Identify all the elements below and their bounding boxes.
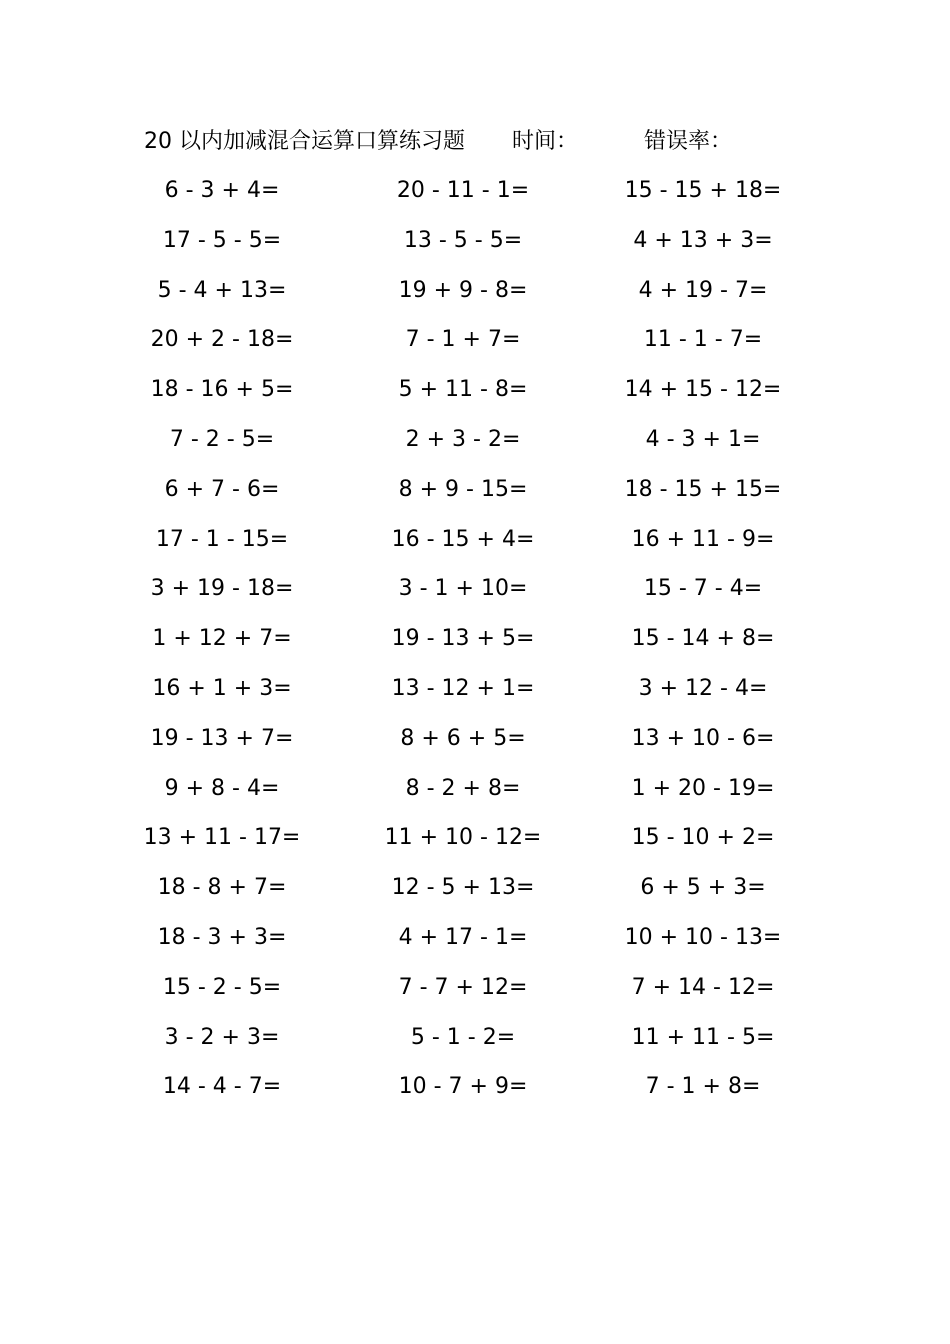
problem-row xyxy=(0,664,950,714)
math-problem: 17 - 1 - 15= xyxy=(155,526,289,552)
math-problem: 14 + 15 - 12= xyxy=(624,377,782,403)
problem-row xyxy=(0,863,950,913)
problem-row xyxy=(0,1062,950,1112)
problem-row xyxy=(0,963,950,1013)
math-problem: 13 - 12 + 1= xyxy=(391,675,535,701)
math-problem: 3 + 19 - 18= xyxy=(150,576,294,602)
math-problem: 17 - 5 - 5= xyxy=(162,227,282,253)
problem-row xyxy=(0,1013,950,1063)
problem-row xyxy=(0,315,950,365)
math-problem: 4 - 3 + 1= xyxy=(645,426,761,452)
problem-grid xyxy=(0,166,950,1112)
problem-row xyxy=(0,415,950,465)
math-problem: 13 - 5 - 5= xyxy=(403,227,523,253)
math-problem: 14 - 4 - 7= xyxy=(162,1074,282,1100)
math-problem: 10 - 7 + 9= xyxy=(398,1074,528,1100)
problem-row xyxy=(0,564,950,614)
math-problem: 5 - 4 + 13= xyxy=(157,277,287,303)
math-problem: 3 - 1 + 10= xyxy=(398,576,528,602)
math-problem: 16 - 15 + 4= xyxy=(391,526,535,552)
problem-row xyxy=(0,465,950,515)
math-problem: 18 - 8 + 7= xyxy=(157,875,287,901)
math-problem: 11 + 10 - 12= xyxy=(384,825,542,851)
math-problem: 1 + 12 + 7= xyxy=(152,626,292,652)
math-problem: 12 - 5 + 13= xyxy=(391,875,535,901)
math-problem: 19 - 13 + 5= xyxy=(391,626,535,652)
math-problem: 6 + 5 + 3= xyxy=(640,875,766,901)
problem-row xyxy=(0,515,950,565)
math-problem: 4 + 19 - 7= xyxy=(638,277,768,303)
math-problem: 3 + 12 - 4= xyxy=(638,675,768,701)
math-problem: 5 + 11 - 8= xyxy=(398,377,528,403)
math-problem: 15 - 15 + 18= xyxy=(624,178,782,203)
math-problem: 6 - 3 + 4= xyxy=(164,178,280,203)
math-problem: 7 - 1 + 7= xyxy=(405,327,521,353)
math-problem: 18 - 15 + 15= xyxy=(624,476,782,502)
math-problem: 18 - 3 + 3= xyxy=(157,924,287,950)
time-label: 时间： xyxy=(512,129,579,154)
math-problem: 20 + 2 - 18= xyxy=(150,327,294,353)
worksheet-title: 20 以内加减混合运算口算练习题 xyxy=(144,129,465,154)
math-problem: 18 - 16 + 5= xyxy=(150,377,294,403)
math-problem: 7 - 7 + 12= xyxy=(398,974,528,1000)
math-problem: 16 + 11 - 9= xyxy=(631,526,775,552)
problem-row xyxy=(0,166,950,216)
problem-row xyxy=(0,813,950,863)
problem-row xyxy=(0,614,950,664)
math-problem: 11 + 11 - 5= xyxy=(631,1024,775,1050)
math-problem: 15 - 7 - 4= xyxy=(643,576,763,602)
math-problem: 4 + 13 + 3= xyxy=(633,227,773,253)
math-problem: 20 - 11 - 1= xyxy=(396,178,530,203)
math-problem: 13 + 10 - 6= xyxy=(631,725,775,751)
math-problem: 15 - 2 - 5= xyxy=(162,974,282,1000)
math-problem: 6 + 7 - 6= xyxy=(164,476,280,502)
problem-row xyxy=(0,216,950,266)
math-problem: 15 - 14 + 8= xyxy=(631,626,775,652)
math-problem: 8 - 2 + 8= xyxy=(405,775,521,801)
math-problem: 3 - 2 + 3= xyxy=(164,1024,280,1050)
math-problem: 19 + 9 - 8= xyxy=(398,277,528,303)
math-problem: 13 + 11 - 17= xyxy=(143,825,301,851)
problem-row xyxy=(0,913,950,963)
math-problem: 4 + 17 - 1= xyxy=(398,924,528,950)
math-problem: 11 - 1 - 7= xyxy=(643,327,763,353)
math-problem: 9 + 8 - 4= xyxy=(164,775,280,801)
math-problem: 16 + 1 + 3= xyxy=(152,675,292,701)
problem-row xyxy=(0,365,950,415)
math-problem: 7 - 2 - 5= xyxy=(169,426,275,452)
math-problem: 2 + 3 - 2= xyxy=(405,426,521,452)
math-problem: 1 + 20 - 19= xyxy=(631,775,775,801)
problem-row xyxy=(0,266,950,316)
math-problem: 19 - 13 + 7= xyxy=(150,725,294,751)
math-problem: 10 + 10 - 13= xyxy=(624,924,782,950)
math-problem: 8 + 6 + 5= xyxy=(400,725,526,751)
math-problem: 7 + 14 - 12= xyxy=(631,974,775,1000)
math-problem: 7 - 1 + 8= xyxy=(645,1074,761,1100)
math-problem: 5 - 1 - 2= xyxy=(410,1024,516,1050)
worksheet-header xyxy=(0,124,950,160)
math-problem: 15 - 10 + 2= xyxy=(631,825,775,851)
problem-row xyxy=(0,714,950,764)
problem-row xyxy=(0,764,950,814)
math-problem: 8 + 9 - 15= xyxy=(398,476,528,502)
error-rate-label: 错误率： xyxy=(644,129,733,154)
